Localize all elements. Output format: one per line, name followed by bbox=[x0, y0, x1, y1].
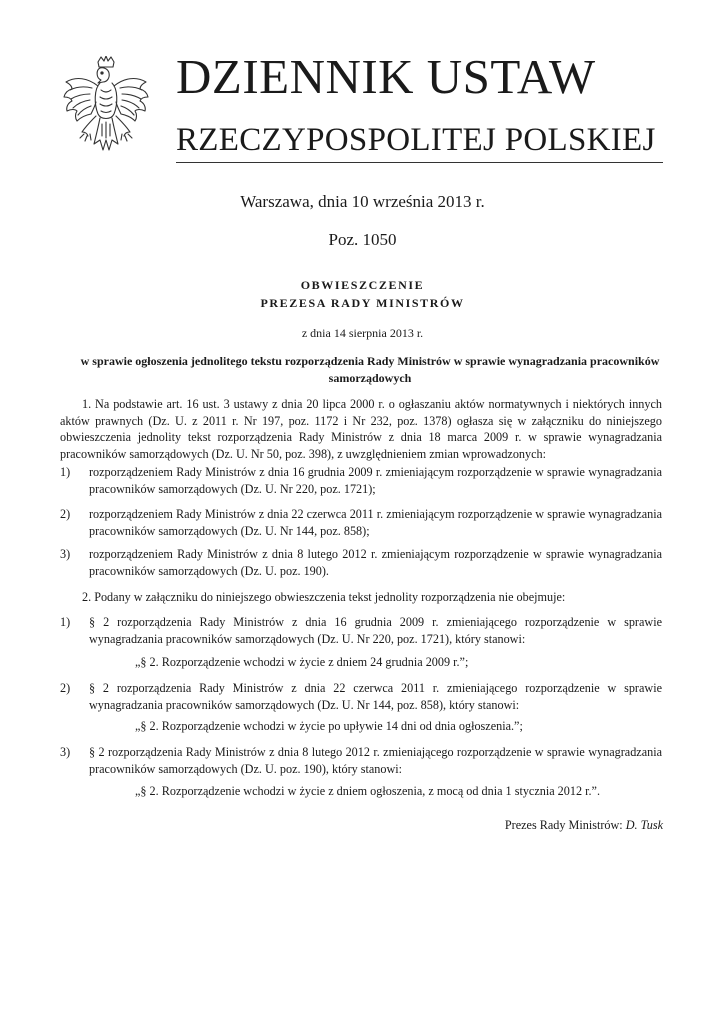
section-1-item bbox=[60, 546, 662, 579]
list-number: 2) bbox=[60, 681, 71, 695]
list-number: 1) bbox=[60, 465, 71, 479]
section-1-item bbox=[60, 464, 662, 497]
quoted-provision: „§ 2. Rozporządzenie wchodzi w życie po upływie 14 dni od dnia ogłoszenia.”; bbox=[135, 719, 523, 733]
journal-subtitle: RZECZYPOSPOLITEJ POLSKIEJ bbox=[176, 122, 656, 158]
document-type: OBWIESZCZENIE bbox=[300, 278, 425, 292]
position-number bbox=[0, 230, 725, 250]
list-number: 3) bbox=[60, 547, 71, 561]
quoted-provision: „§ 2. Rozporządzenie wchodzi w życie z dniem 24 grudnia 2009 r.”; bbox=[135, 655, 469, 669]
section-1-intro-text: 1. Na podstawie art. 16 ust. 3 ustawy z dnia 20 lipca 2000 r. o ogłaszaniu aktów normatywnych i niektórych innych aktów prawnych (Dz. U. z 2011 r. Nr 197, poz. 1172 i Nr 232, poz. 1378) ogłasza się w załączniku do niniejszego obwieszczenia jednolity tekst rozporządzenia Rady Ministrów z dnia 18 marca 2009 r. w sprawie wynagradzania pracowników samorządowych (Dz. U. Nr 50, poz. 398), z uwzględnieniem zmian wprowadzonych: bbox=[60, 397, 662, 461]
section-2-intro bbox=[60, 589, 662, 606]
publication-place-date: Warszawa, dnia 10 września 2013 r. bbox=[240, 192, 485, 211]
polish-eagle-emblem-icon bbox=[60, 56, 152, 160]
document-subject: w sprawie ogłoszenia jednolitego tekstu rozporządzenia Rady Ministrów w sprawie wynagradzania pracowników samorządowych bbox=[80, 354, 660, 385]
quoted-provision: „§ 2. Rozporządzenie wchodzi w życie z dniem ogłoszenia, z mocą od dnia 1 stycznia 2012 r.”. bbox=[135, 784, 600, 798]
list-number: 2) bbox=[60, 507, 71, 521]
list-item-text: rozporządzeniem Rady Ministrów z dnia 8 lutego 2012 r. zmieniającym rozporządzenie w sprawie wynagradzania pracowników samorządowych (Dz. U. poz. 190). bbox=[89, 547, 662, 578]
header-divider bbox=[176, 162, 663, 163]
signatory-role: Prezes Rady Ministrów: bbox=[504, 818, 626, 832]
document-issuer: PREZESA RADY MINISTRÓW bbox=[260, 296, 465, 310]
section-2-item bbox=[60, 680, 662, 713]
list-number: 3) bbox=[60, 745, 71, 759]
list-item-text: § 2 rozporządzenia Rady Ministrów z dnia 16 grudnia 2009 r. zmieniającego rozporządzenie w sprawie wynagradzania pracowników samorządowych (Dz. U. Nr 220, poz. 1721), który stanowi: bbox=[89, 615, 662, 646]
list-item-text: rozporządzeniem Rady Ministrów z dnia 22 czerwca 2011 r. zmieniającym rozporządzenie w sprawie wynagradzania pracowników samorządowych (Dz. U. Nr 144, poz. 858); bbox=[89, 507, 662, 538]
list-item-text: § 2 rozporządzenia Rady Ministrów z dnia 8 lutego 2012 r. zmieniającego rozporządzenie w sprawie wynagradzania pracowników samorządowych (Dz. U. poz. 190), który stanowi: bbox=[89, 745, 662, 776]
signatory-name: D. Tusk bbox=[625, 818, 663, 832]
list-item-text: rozporządzeniem Rady Ministrów z dnia 16 grudnia 2009 r. zmieniającym rozporządzenie w sprawie wynagradzania pracowników samorządowych (Dz. U. Nr 220, poz. 1721); bbox=[89, 465, 662, 496]
list-number: 1) bbox=[60, 615, 71, 629]
section-2-item bbox=[60, 744, 662, 777]
section-1-item bbox=[60, 506, 662, 539]
section-2-item bbox=[60, 614, 662, 647]
position-number-text: Poz. 1050 bbox=[328, 230, 397, 249]
list-item-text: § 2 rozporządzenia Rady Ministrów z dnia 22 czerwca 2011 r. zmieniającego rozporządzenie w sprawie wynagradzania pracowników samorządowych (Dz. U. Nr 144, poz. 858), który stanowi: bbox=[89, 681, 662, 712]
section-1-intro bbox=[60, 396, 662, 462]
section-2-intro-text: 2. Podany w załączniku do niniejszego obwieszczenia tekst jednolity rozporządzenia nie obejmuje: bbox=[82, 590, 566, 604]
document-date: z dnia 14 sierpnia 2013 r. bbox=[301, 326, 424, 340]
journal-title: DZIENNIK USTAW bbox=[176, 49, 596, 104]
signature bbox=[505, 818, 663, 833]
